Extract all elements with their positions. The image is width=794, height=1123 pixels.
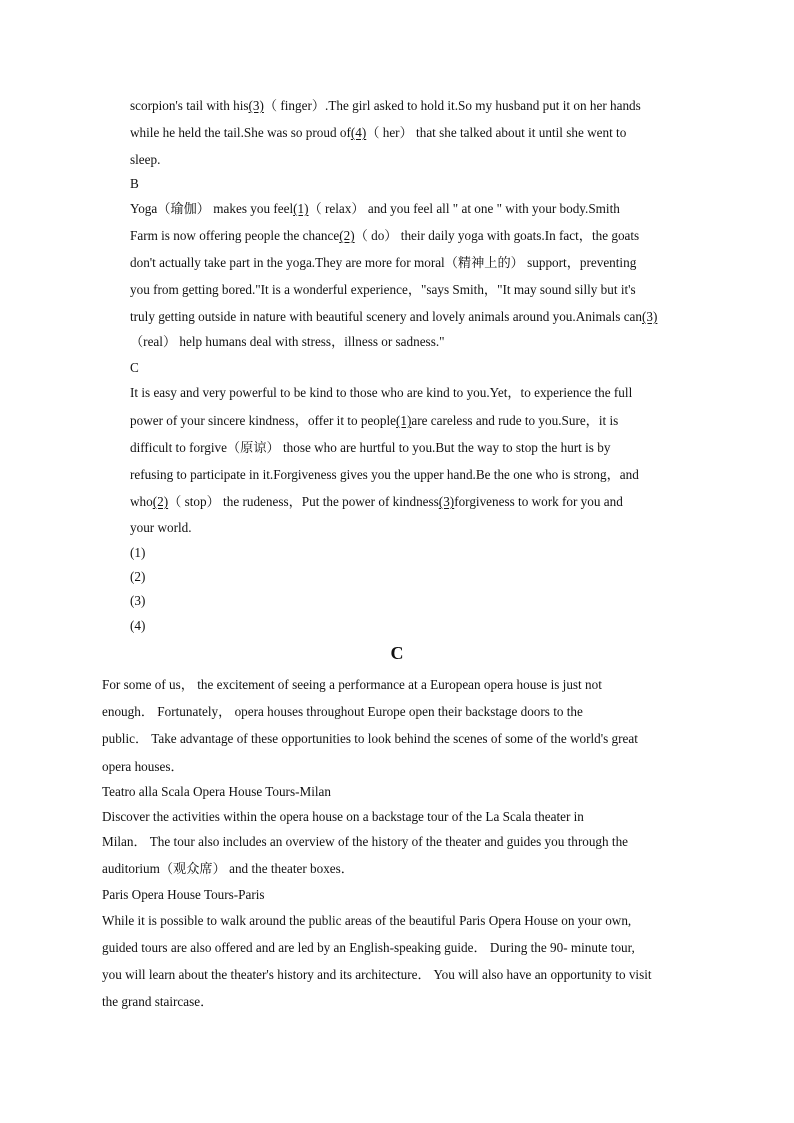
blank-marker: (2) (339, 228, 355, 243)
blank-marker: (1) (293, 201, 309, 216)
passage-heading: C (390, 643, 404, 663)
text-line: you from getting bored."It is a wonderful experience，"says Smith，"It may sound silly but it's (130, 282, 636, 297)
subheading: Paris Opera House Tours-Paris (102, 887, 265, 902)
text-line: difficult to forgive（原谅） those who are hurtful to you.But the way to stop the hurt is by (130, 440, 611, 455)
text-line: For some of us， the excitement of seeing a performance at a European opera house is just not (102, 677, 602, 692)
text-line: power of your sincere kindness，offer it to people(1)are careless and rude to you.Sure，it is (130, 413, 619, 428)
section-letter-c: C (130, 360, 139, 375)
text-line: while he held the tail.She was so proud of(4)（ her） that she talked about it until she went to (130, 125, 627, 140)
text-line: enough． Fortunately， opera houses throughout Europe open their backstage doors to the (102, 704, 583, 719)
text-line: truly getting outside in nature with beautiful scenery and lovely animals around you.Animals can(3) (130, 309, 658, 324)
text-line: the grand staircase． (102, 994, 214, 1009)
text-line: don't actually take part in the yoga.They are more for moral（精神上的） support，preventing (130, 255, 637, 270)
text-line: public． Take advantage of these opportunities to look behind the scenes of some of the world's great (102, 731, 638, 746)
text-line: your world. (130, 520, 192, 535)
blank-marker: (1) (396, 413, 412, 428)
section-letter-b: B (130, 176, 139, 191)
text-line: Milan． The tour also includes an overview of the history of the theater and guides you through the (102, 834, 629, 849)
text-line: （real） help humans deal with stress，illness or sadness." (130, 334, 445, 349)
text-line: Farm is now offering people the chance(2)（ do） their daily yoga with goats.In fact，the goats (130, 228, 640, 243)
text-line: It is easy and very powerful to be kind to those who are kind to you.Yet，to experience the full (130, 385, 633, 400)
text-line: While it is possible to walk around the public areas of the beautiful Paris Opera House on your own, (102, 913, 632, 928)
subheading: Teatro alla Scala Opera House Tours-Milan (102, 784, 331, 799)
text-line: guided tours are also offered and are led by an English-speaking guide． During the 90- minute tour, (102, 940, 635, 955)
text-line: Discover the activities within the opera house on a backstage tour of the La Scala theater in (102, 809, 584, 824)
text-line: sleep. (130, 152, 161, 167)
answer-label: (4) (130, 618, 146, 633)
text-line: who(2)（ stop） the rudeness，Put the power of kindness(3)forgiveness to work for you and (130, 494, 623, 509)
text-line: scorpion's tail with his(3)（ finger）.The girl asked to hold it.So my husband put it on her hands (130, 98, 641, 113)
text-line: refusing to participate in it.Forgiveness gives you the upper hand.Be the one who is strong，and (130, 467, 639, 482)
answer-label: (1) (130, 545, 146, 560)
text-line: opera houses． (102, 759, 184, 774)
text-line: auditorium（观众席） and the theater boxes． (102, 861, 354, 876)
answer-label: (3) (130, 593, 146, 608)
answer-label: (2) (130, 569, 146, 584)
blank-marker: (4) (350, 125, 367, 140)
blank-marker: (2) (152, 494, 169, 509)
blank-marker: (3) (642, 309, 658, 324)
blank-marker: (3) (438, 494, 455, 509)
text-line: Yoga（瑜伽） makes you feel(1)（ relax） and you feel all " at one " with your body.Smith (130, 201, 620, 216)
text-line: you will learn about the theater's history and its architecture． You will also have an opportunity to visit (102, 967, 652, 982)
blank-marker: (3) (248, 98, 264, 113)
